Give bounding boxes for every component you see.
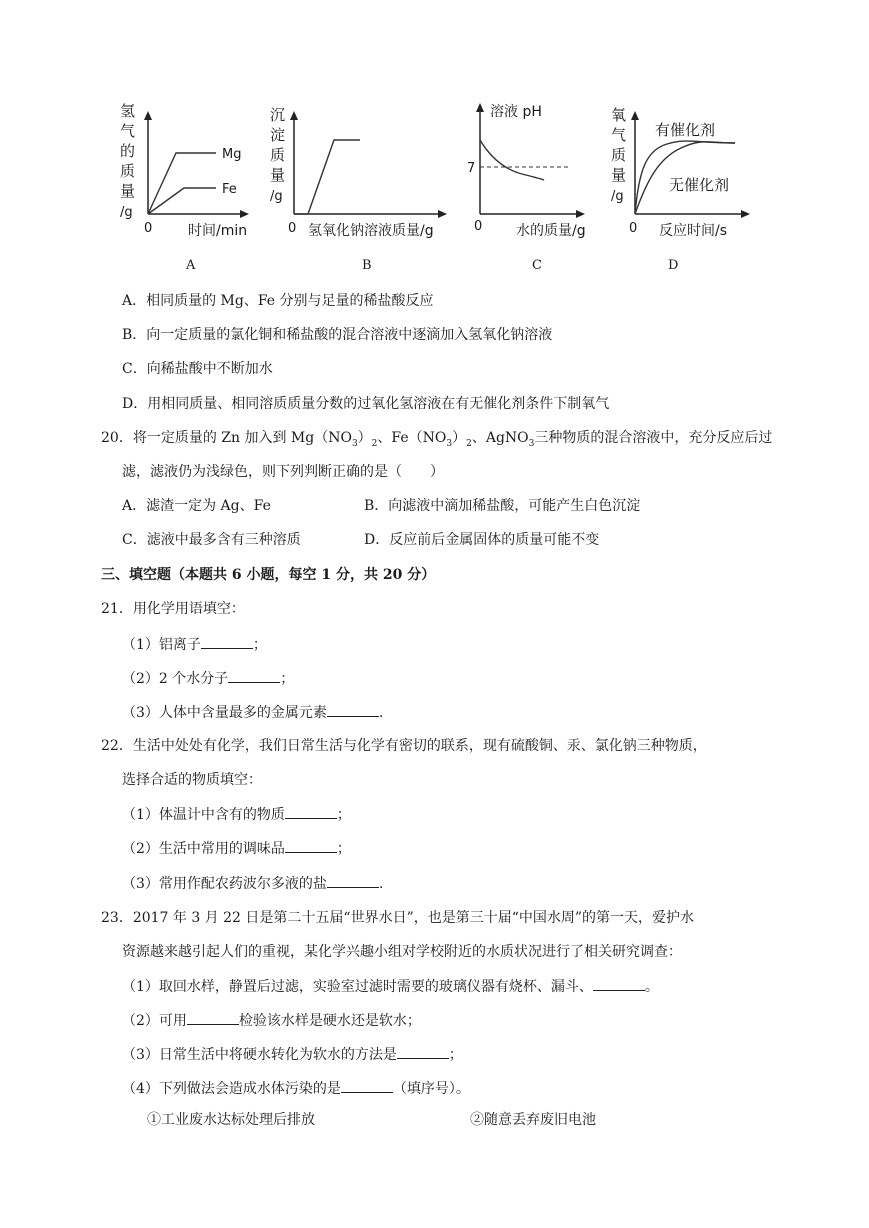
chart-d-x-arrow: [741, 210, 750, 218]
q23-item-4-text: （4）下列做法会造成水体污染的是: [122, 1081, 341, 1097]
q20-option-c: C．滤液中最多含有三种溶质: [122, 532, 301, 548]
q21-item-2-text: （2）2 个水分子: [122, 671, 229, 687]
chart-c-curve: [480, 140, 544, 180]
q21-stem: 21．用化学用语填空：: [101, 601, 245, 617]
chart-a-ylabel: [120, 102, 135, 220]
q22-blank-1[interactable]: [285, 805, 337, 819]
q20-stem-part1: 20．将一定质量的 Zn 加入到 Mg（NO: [101, 430, 352, 446]
chart-c-xlabel: 水的质量/g: [516, 223, 586, 239]
q23-stem-line2: 资源越来越引起人们的重视，某化学兴趣小组对学校附近的水质状况进行了相关研究调查：: [122, 944, 682, 960]
chart-c-x-arrow: [576, 210, 585, 218]
q21-item-1-text: （1）铝离子: [122, 637, 201, 653]
q23-blank-2[interactable]: [187, 1011, 239, 1025]
chart-c-ref-tick: 7: [467, 161, 476, 176]
chart-a-ylabel-1: 氢: [120, 102, 136, 120]
chart-a-x-arrow: [240, 210, 249, 218]
chart-a-svg: [116, 98, 256, 248]
chart-d-origin: 0: [629, 221, 638, 236]
q21-blank-3[interactable]: [327, 703, 379, 717]
caption-a: A: [186, 258, 196, 273]
q22-item-1-end: ；: [336, 807, 351, 823]
q21-item-2-end: ；: [280, 671, 295, 687]
q21-blank-1[interactable]: [201, 635, 253, 649]
q23-item-3-end: ；: [448, 1047, 463, 1063]
chart-a-ylabel-3: 的: [120, 142, 136, 160]
q22-item-1-text: （1）体温计中含有的物质: [122, 807, 285, 823]
chart-b-ylabel-2: 淀: [270, 126, 286, 144]
q20-stem-part4: ）: [452, 430, 467, 446]
q21-blank-2[interactable]: [228, 669, 280, 683]
chart-d-y-arrow: [631, 111, 639, 120]
q21-item-2: [122, 669, 294, 688]
q20-option-b: B．向滤液中滴加稀盐酸，可能产生白色沉淀: [364, 498, 641, 514]
q19-option-b: B．向一定质量的氯化铜和稀盐酸的混合溶液中逐滴加入氢氧化钠溶液: [122, 327, 553, 343]
chart-a-ylabel-6: /g: [120, 205, 133, 220]
q22-stem-line2: 选择合适的物质填空：: [122, 772, 262, 788]
caption-c: C: [532, 258, 542, 273]
q20-sub-5: 3: [528, 438, 535, 449]
chart-a: [116, 98, 256, 252]
q20-stem-part6: 三种物质的混合溶液中，充分反应后过: [534, 430, 773, 446]
q21-item-3: [122, 703, 383, 722]
chart-c: [462, 98, 602, 252]
q22-item-3-end: .: [378, 876, 384, 892]
chart-c-origin: 0: [474, 219, 483, 234]
q20-sub-1: 3: [351, 438, 358, 449]
chart-b-ylabel-4: 量: [270, 166, 286, 184]
q22-item-3-text: （3）常用作配农药波尔多液的盐: [122, 876, 327, 892]
q23-item-2-text: （2）可用: [122, 1013, 187, 1029]
chart-b-ylabel: [270, 106, 285, 204]
q23-blank-1[interactable]: [593, 977, 645, 991]
q23-item-4-text-end: （填序号）。: [392, 1081, 470, 1097]
q21-item-3-text: （3）人体中含量最多的金属元素: [122, 705, 327, 721]
q23-item-2: [122, 1011, 421, 1030]
chart-b-ylabel-5: /g: [270, 189, 283, 204]
chart-c-svg: [462, 98, 602, 248]
chart-b-svg: [266, 98, 456, 248]
chart-a-origin: 0: [144, 221, 153, 236]
chart-d: [607, 98, 757, 252]
chart-a-xlabel: 时间/min: [188, 223, 248, 239]
chart-b-line: [294, 140, 360, 214]
chart-d-series-catalyst: 有催化剂: [655, 121, 716, 139]
chart-d-ylabel-3: 质: [611, 146, 627, 164]
q22-blank-3[interactable]: [327, 874, 379, 888]
q21-item-3-end: .: [378, 705, 384, 721]
chart-a-ylabel-5: 量: [120, 182, 136, 200]
q23-choice-1: ①工业废水达标处理后排放: [147, 1112, 315, 1128]
chart-d-ylabel-1: 氧: [611, 106, 627, 124]
q23-blank-4[interactable]: [341, 1079, 393, 1093]
chart-a-series-fe: Fe: [222, 182, 237, 197]
q23-blank-3[interactable]: [397, 1045, 449, 1059]
q23-item-2-text-end: 检验该水样是硬水还是软水；: [238, 1013, 421, 1029]
q23-choice-2: ②随意丢弃废旧电池: [470, 1112, 596, 1128]
q22-item-1: [122, 805, 351, 824]
q22-blank-2[interactable]: [285, 839, 337, 853]
q23-item-3: [122, 1045, 463, 1064]
chart-a-y-arrow: [144, 111, 152, 120]
caption-b: B: [362, 258, 372, 273]
q22-item-2-end: ；: [336, 841, 351, 857]
q23-item-1: [122, 977, 659, 996]
q23-item-1-end: 。: [644, 979, 659, 995]
chart-d-ylabel: [611, 106, 626, 204]
q20-option-d: D．反应前后金属固体的质量可能不变: [364, 532, 600, 548]
q23-item-1-text: （1）取回水样，静置后过滤，实验室过滤时需要的玻璃仪器有烧杯、漏斗、: [122, 979, 593, 995]
chart-d-ylabel-2: 气: [611, 126, 627, 144]
q23-item-3-text: （3）日常生活中将硬水转化为软水的方法是: [122, 1047, 397, 1063]
q22-item-3: [122, 874, 383, 893]
chart-d-ylabel-5: /g: [611, 189, 624, 204]
chart-b-xlabel: 氢氧化钠溶液质量/g: [308, 223, 434, 239]
q19-option-a: A．相同质量的 Mg、Fe 分别与足量的稀盐酸反应: [122, 293, 434, 309]
chart-b-y-arrow: [290, 111, 298, 120]
chart-a-series-mg: Mg: [222, 147, 242, 162]
chart-c-y-arrow: [476, 103, 484, 112]
chart-c-ylabel: 溶液 pH: [490, 104, 542, 120]
q22-item-2: [122, 839, 351, 858]
chart-a-ylabel-4: 质: [120, 162, 136, 180]
q23-item-4: [122, 1079, 470, 1098]
q20-stem-line2: 滤，滤液仍为浅绿色，则下列判断正确的是（ ）: [122, 464, 444, 480]
q20-stem-part3: 、Fe（NO: [377, 430, 447, 446]
chart-a-ylabel-2: 气: [120, 122, 136, 140]
q21-item-1: [122, 635, 267, 654]
q23-stem-line1: 23．2017 年 3 月 22 日是第二十五届“世界水日”，也是第三十届“中国水周”的第一天，爱护水: [101, 910, 695, 926]
q20-stem-line1: [101, 429, 772, 453]
q19-option-c: C．向稀盐酸中不断加水: [122, 361, 273, 377]
chart-d-series-no-catalyst: 无催化剂: [669, 176, 730, 194]
chart-d-ylabel-4: 量: [611, 166, 627, 184]
chart-d-xlabel: 反应时间/s: [659, 223, 728, 239]
chart-b-ylabel-1: 沉: [270, 106, 286, 124]
q20-stem-part5: 、AgNO: [471, 430, 529, 446]
q19-option-d: D．用相同质量、相同溶质质量分数的过氧化氢溶液在有无催化剂条件下制氧气: [122, 396, 610, 412]
caption-d: D: [668, 258, 679, 273]
section-3-header: 三、填空题（本题共 6 小题，每空 1 分，共 20 分）: [101, 567, 436, 583]
chart-b-origin: 0: [288, 221, 297, 236]
q22-item-2-text: （2）生活中常用的调味品: [122, 841, 285, 857]
chart-a-line-mg: [148, 153, 216, 214]
q20-option-a: A．滤渣一定为 Ag、Fe: [122, 498, 271, 514]
q21-item-1-end: ；: [252, 637, 267, 653]
q20-sub-2: 2: [371, 438, 378, 449]
q20-sub-4: 2: [466, 438, 472, 449]
chart-b-x-arrow: [438, 210, 447, 218]
chart-b-ylabel-3: 质: [270, 146, 286, 164]
q20-stem-part2: ）: [357, 430, 372, 446]
chart-b: [266, 98, 456, 252]
chart-d-svg: [607, 98, 757, 248]
q20-sub-3: 3: [446, 438, 453, 449]
q22-stem-line1: 22．生活中处处有化学，我们日常生活与化学有密切的联系，现有硫酸铜、汞、氯化钠三种物质，: [101, 738, 707, 754]
